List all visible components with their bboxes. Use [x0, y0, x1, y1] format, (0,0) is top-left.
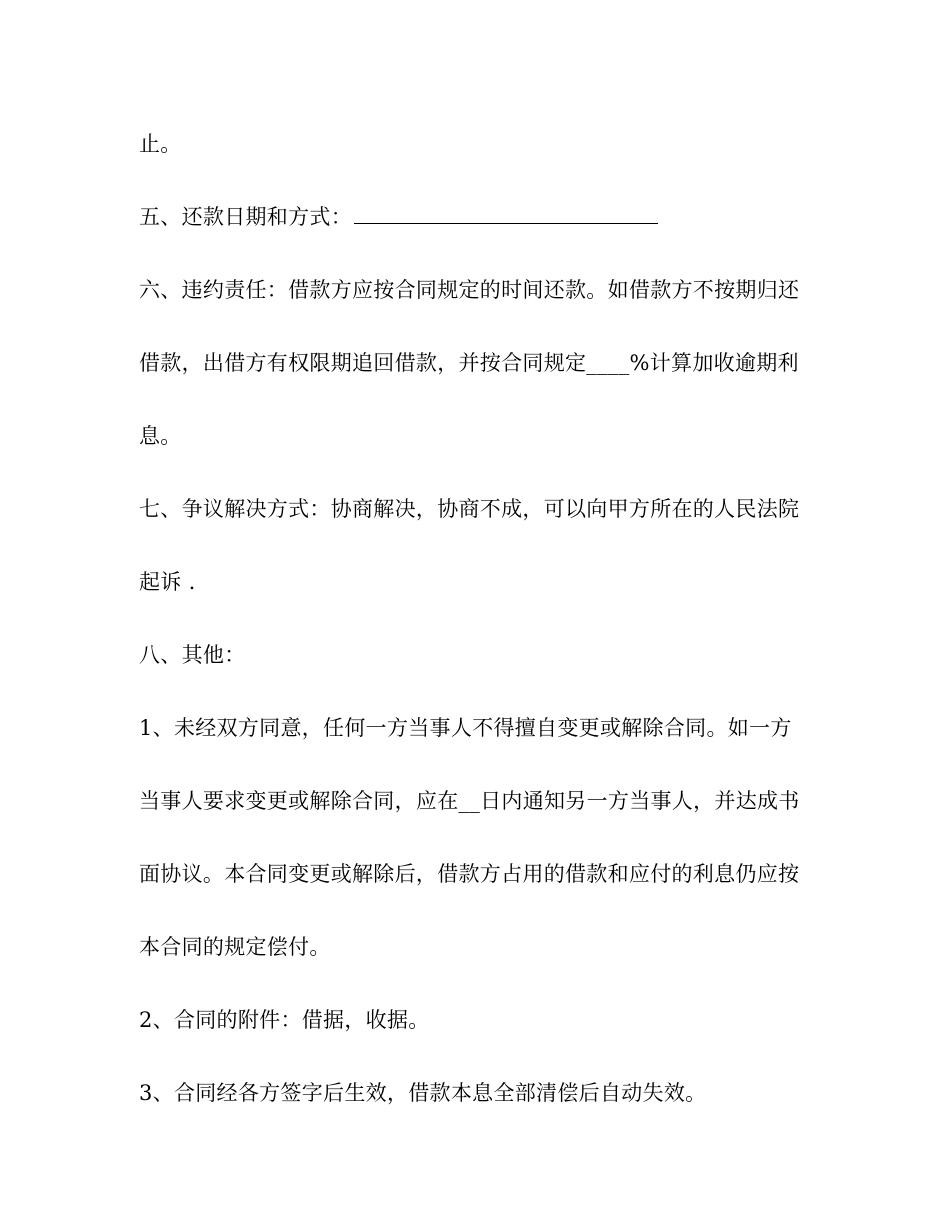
repayment-clause	[139, 203, 829, 231]
other-item-1-line-4: 本合同的规定偿付。	[139, 935, 331, 959]
repayment-clause-label: 五、还款日期和方式：	[139, 205, 352, 229]
text-line-ending: 止。	[139, 132, 182, 156]
other-item-1-line-1: 1、未经双方同意，任何一方当事人不得擅自变更或解除合同。如一方	[139, 716, 792, 740]
repayment-blank-line	[354, 203, 658, 224]
other-item-2: 2、合同的附件：借据，收据。	[139, 1008, 430, 1032]
breach-clause-line-1: 六、违约责任：借款方应按合同规定的时间还款。如借款方不按期归还	[139, 278, 800, 302]
other-item-3: 3、合同经各方签字后生效，借款本息全部清偿后自动失效。	[139, 1081, 707, 1105]
breach-clause-line-2: 借款，出借方有权限期追回借款，并按合同规定____%计算加收逾期利	[139, 351, 799, 375]
breach-clause-line-3: 息。	[139, 424, 182, 448]
dispute-clause-line-2: 起诉 .	[139, 570, 196, 594]
dispute-clause-line-1: 七、争议解决方式：协商解决，协商不成，可以向甲方所在的人民法院	[139, 497, 800, 521]
other-item-1-line-3: 面协议。本合同变更或解除后，借款方占用的借款和应付的利息仍应按	[139, 862, 800, 886]
other-heading: 八、其他：	[139, 643, 246, 667]
other-item-1-line-2: 当事人要求变更或解除合同，应在__日内通知另一方当事人，并达成书	[139, 789, 800, 813]
